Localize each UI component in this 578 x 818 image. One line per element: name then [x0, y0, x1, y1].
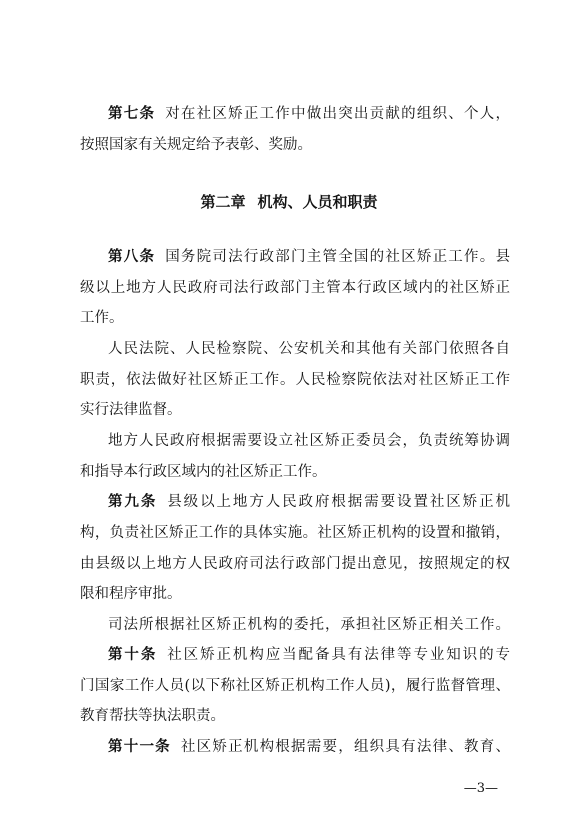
article-9-line-5: 司法所根据社区矫正机构的委托，承担社区矫正相关工作。 [108, 617, 510, 633]
article-8-line-3: 工作。 [80, 310, 124, 326]
article-9-label: 第九条 [108, 494, 158, 510]
article-8-line-5: 职责，依法做好社区矫正工作。人民检察院依法对社区矫正工作 [80, 372, 510, 388]
chapter-title: 机构、人员和职责 [257, 193, 378, 211]
article-11-line-1 [108, 737, 510, 757]
article-9-text-1: 县级以上地方人民政府根据需要设置社区矫正机 [167, 494, 510, 510]
page-number: —3— [463, 781, 498, 796]
article-8-line-6: 实行法律监督。 [80, 402, 182, 418]
article-8-line-8: 和指导本行政区域内的社区矫正工作。 [80, 464, 327, 480]
article-8-label: 第八条 [108, 249, 156, 265]
article-7-text-1: 对在社区矫正工作中做出突出贡献的组织、个人， [165, 106, 510, 122]
article-8-line-4: 人民法院、人民检察院、公安机关和其他有关部门依照各自 [108, 341, 510, 357]
article-10-label: 第十条 [108, 647, 158, 663]
article-8-text-1: 国务院司法行政部门主管全国的社区矫正工作。县 [165, 249, 510, 265]
article-7-line-2: 按照国家有关规定给予表彰、奖励。 [80, 137, 312, 153]
article-10-line-3: 教育帮扶等执法职责。 [80, 708, 225, 724]
article-10-text-1: 社区矫正机构应当配备具有法律等专业知识的专 [167, 647, 510, 663]
chapter-number: 第二章 [200, 193, 246, 211]
article-9-line-3: 由县级以上地方人民政府司法行政部门提出意见，按照规定的权 [80, 556, 510, 572]
article-11-text-1: 社区矫正机构根据需要，组织具有法律、教育、 [180, 739, 510, 755]
article-10-line-2: 门国家工作人员(以下称社区矫正机构工作人员)，履行监督管理、 [80, 678, 510, 694]
article-11-label: 第十一条 [108, 739, 171, 755]
article-9-line-4: 限和程序审批。 [80, 586, 182, 602]
article-10-line-1 [108, 645, 510, 665]
article-9-line-1 [108, 492, 510, 512]
article-8-line-2: 级以上地方人民政府司法行政部门主管本行政区域内的社区矫正 [80, 280, 510, 296]
chapter-heading [0, 191, 578, 213]
article-8-line-1 [108, 247, 510, 267]
article-9-line-2: 构，负责社区矫正工作的具体实施。社区矫正机构的设置和撤销， [80, 525, 510, 541]
article-7-line-1 [108, 104, 510, 124]
article-8-line-7: 地方人民政府根据需要设立社区矫正委员会，负责统筹协调 [108, 433, 510, 449]
article-7-label: 第七条 [108, 106, 156, 122]
